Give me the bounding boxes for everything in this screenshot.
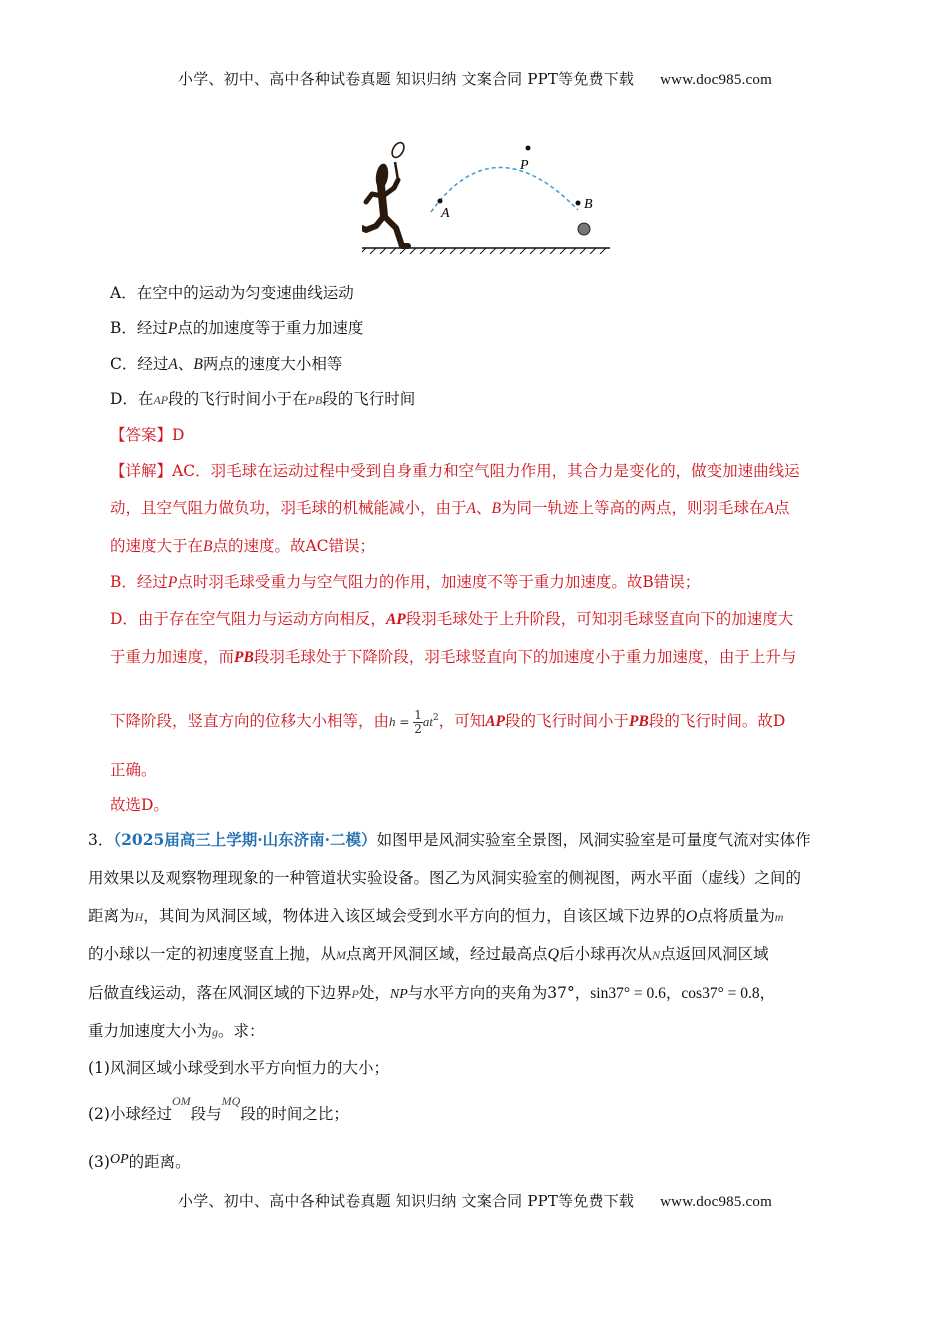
detail-line-2: 动，且空气阻力做负功，羽毛球的机械能减小，由于A、B为同一轨迹上等高的两点，则羽毛球在A点 [110,499,790,517]
detail-line-4: B．经过P点时羽毛球受重力与空气阻力的作用，加速度不等于重力加速度。故B错误； [110,573,701,591]
detail-line-9: 故选D。 [110,796,169,814]
point-a-dot [438,199,443,204]
answer-value: D [172,426,185,444]
option-a-text: A．在空中的运动为匀变速曲线运动 [110,284,354,302]
badminton-figure [362,138,624,254]
racket [390,141,407,180]
footer-site: www.doc985.com [660,1194,772,1210]
page-header [0,68,950,89]
q3-line-3: 距离为H，其间为风洞区域，物体进入该区域会受到水平方向的恒力，自该区域下边界的O点将质量为m [88,907,784,925]
detail-line-6: 于重力加速度，而PB段羽毛球处于下降阶段，羽毛球竖直向下的加速度小于重力加速度，由于上升与 [110,648,797,666]
detail-line-7: 下降阶段，竖直方向的位移大小相等，由h = $\frac{1}{2}$ $at^2$，可知AP段的飞行时间小于PB段的飞行时间。故D [110,707,786,736]
q3-source: （2025届高三上学期·山东济南·二模） [113,830,377,849]
option-a [110,283,354,303]
q3-line-6: 重力加速度大小为g。求： [88,1022,265,1040]
footer-text: 小学、初中、高中各种试卷真题 知识归纳 文案合同 PPT等免费下载 [178,1192,635,1210]
page-footer [0,1190,950,1211]
ground-hatching [362,248,606,254]
point-p-dot [526,146,531,151]
q3-line-5: 后做直线运动，落在风洞区域的下边界P处，NP与水平方向的夹角为37°，sin37° = 0.6，cos37° = 0.8， [88,984,776,1002]
detail-line-3: 的速度大于在B点的速度。故AC错误； [110,537,376,555]
label-b: B [584,197,593,212]
q3-sub-1: (1)风洞区域小球受到水平方向恒力的大小； [88,1059,389,1077]
point-b-dot [576,201,581,206]
q3-line-1: 3．（2025届高三上学期·山东济南·二模）如图甲是风洞实验室全景图，风洞实验室是可量度气流对实体作 [88,830,811,849]
player-figure [362,163,408,246]
option-d: D．在AP段的飞行时间小于在PB段的飞行时间 [110,390,416,408]
label-a: A [441,206,450,221]
q3-number: 3． [88,831,114,849]
trajectory-path [431,167,578,212]
badminton-trajectory-diagram [362,138,624,254]
detail-line-5: D．由于存在空气阻力与运动方向相反，AP段羽毛球处于上升阶段，可知羽毛球竖直向下的加速度大 [110,610,794,628]
q3-sub-2: (2)小球经过$^{OM}$段与$^{MQ}$段的时间之比； [88,1094,349,1123]
label-p: P [520,158,529,173]
q3-line-2: 用效果以及观察物理现象的一种管道状实验设备。图乙为风洞实验室的侧视图，两水平面（虚线）之间的 [88,869,802,887]
option-b: B．经过P点的加速度等于重力加速度 [110,319,364,337]
header-text: 小学、初中、高中各种试卷真题 知识归纳 文案合同 PPT等免费下载 [178,70,635,88]
shuttlecock [578,223,590,235]
answer-line [110,425,184,445]
q3-sub-3: (3)OP的距离。 [88,1152,191,1171]
option-c: C．经过A、B两点的速度大小相等 [110,355,343,373]
detail-line-1: 【详解】AC．羽毛球在运动过程中受到自身重力和空气阻力作用，其合力是变化的，做变加速曲线运 [110,462,800,480]
answer-label: 【答案】 [110,426,173,444]
q3-line-4: 的小球以一定的初速度竖直上抛，从M点离开风洞区域，经过最高点Q后小球再次从N点返回风洞区域 [88,945,769,963]
formula: h = $\frac{1}{2}$ $at^2$ [389,707,439,736]
detail-line-8: 正确。 [110,761,157,779]
header-site: www.doc985.com [660,72,772,88]
